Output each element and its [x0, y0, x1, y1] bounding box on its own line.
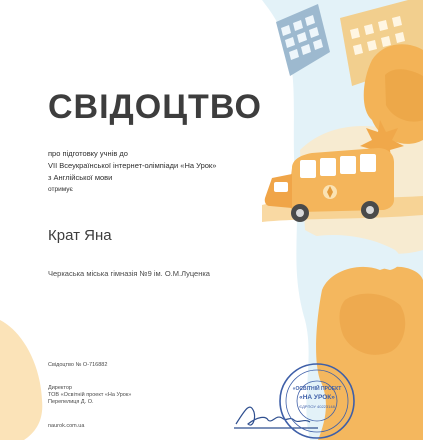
corner-blob-shape	[0, 320, 42, 440]
text-line-subject: з Англійської мови	[48, 173, 113, 182]
director-title: Директор	[48, 385, 72, 391]
company-name: ТОВ «Освітній проект «На Урок»	[48, 392, 132, 398]
seal-code: ЄДРПОУ 40223148	[299, 404, 335, 409]
certificate-title: СВІДОЦТВО	[48, 88, 262, 126]
text-line-olympiad: VII Всеукраїнської інтернет-олімпіади «На Урок»	[48, 161, 217, 170]
text-line-preparation: про підготовку учнів до	[48, 149, 128, 158]
official-seal	[278, 362, 356, 440]
director-name: Перепелиця Д. О.	[48, 399, 94, 405]
seal-text-top: «ОСВІТНІЙ ПРОЕКТ	[292, 386, 342, 392]
website-text: naurok.com.ua	[48, 423, 85, 429]
school-name: Черкаська міська гімназія №9 ім. О.М.Луценка	[48, 269, 210, 278]
seal-text-main: «НА УРОК»	[299, 394, 335, 401]
recipient-name: Крат Яна	[48, 227, 112, 244]
text-line-receives: отримує	[48, 186, 73, 193]
certificate-number: Свідоцтво № О-716882	[48, 362, 108, 368]
